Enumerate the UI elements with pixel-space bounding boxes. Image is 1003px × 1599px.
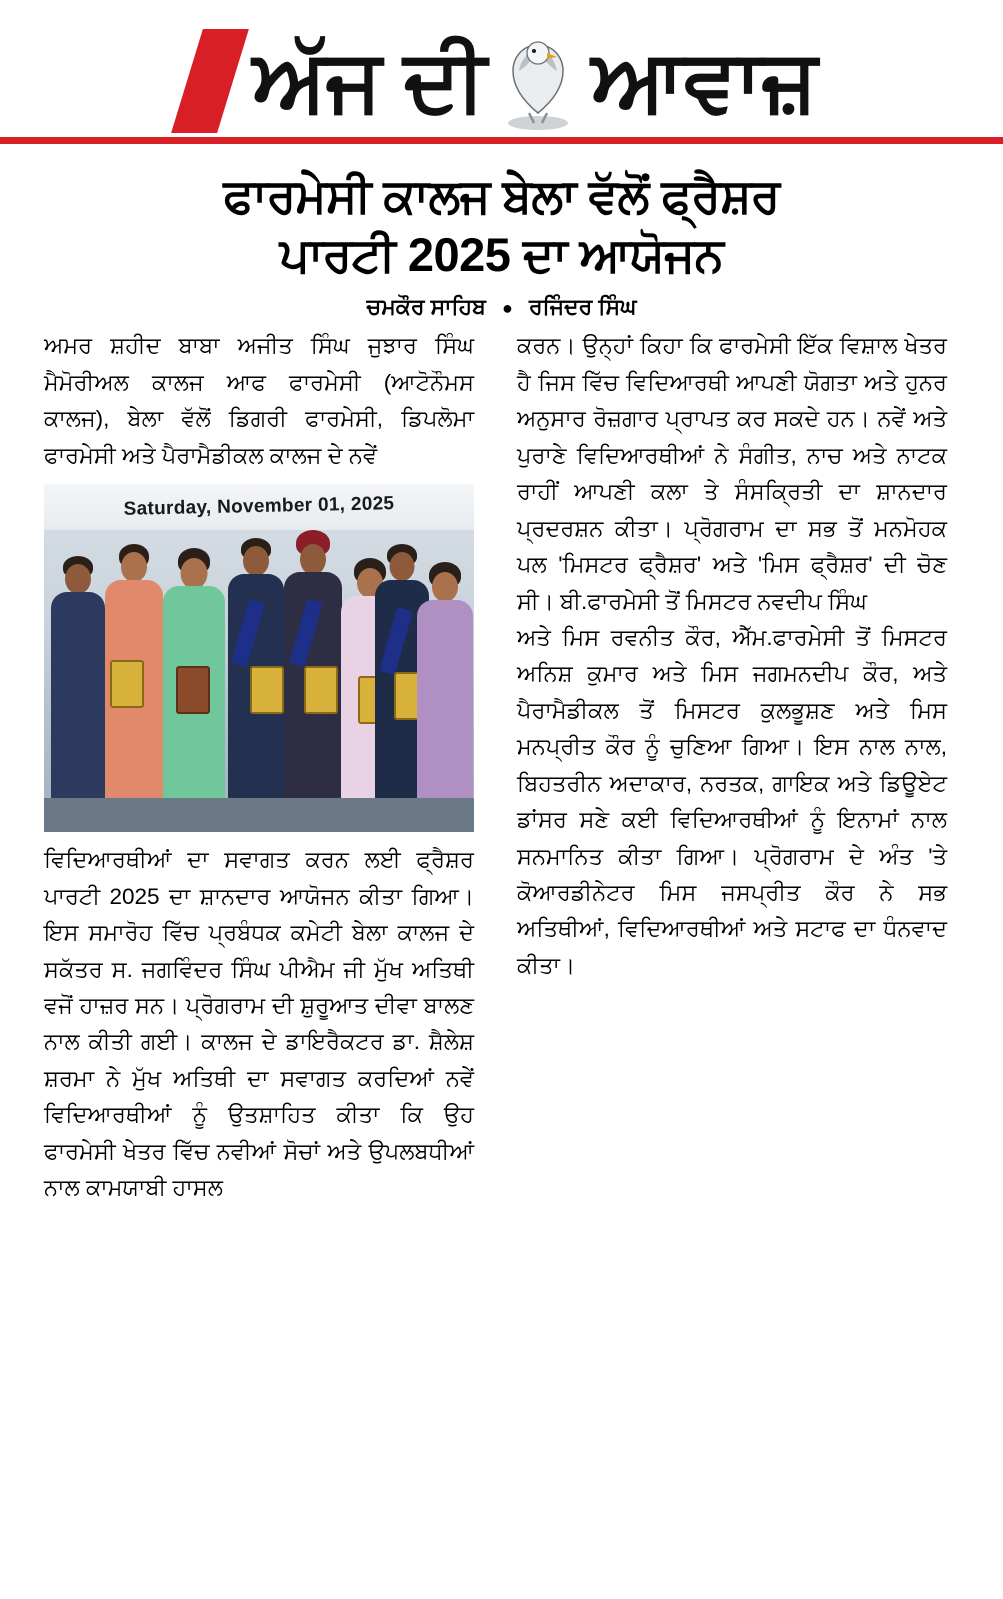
masthead-title-right: ਆਵਾਜ਼ [591, 33, 817, 129]
red-slash-decoration [171, 29, 249, 133]
headline-line-2: ਪਾਰਟੀ 2025 ਦਾ ਆਯੋਜਨ [279, 228, 724, 282]
article-body [44, 328, 959, 1538]
masthead-divider [0, 137, 1003, 144]
photo-person [162, 548, 226, 806]
paragraph: ਵਿਦਿਆਰਥੀਆਂ ਦਾ ਸਵਾਗਤ ਕਰਨ ਲਈ ਫ੍ਰੈਸ਼ਰ ਪਾਰਟੀ 2025 ਦਾ ਸ਼ਾਨਦਾਰ ਆਯੋਜਨ ਕੀਤਾ ਗਿਆ। ਇਸ ਸਮਾਰੋਹ ਵਿੱਚ ਪ੍ਰਬੰਧਕ ਕਮੇਟੀ ਬੇਲਾ ਕਾਲਜ ਦੇ ਸਕੱਤਰ ਸ. ਜਗਵਿੰਦਰ ਸਿੰਘ ਪੀਐਮ ਜੀ ਮੁੱਖ ਅਤਿਥੀ ਵਜੋਂ ਹਾਜ਼ਰ ਸਨ। ਪ੍ਰੋਗਰਾਮ ਦੀ ਸ਼ੁਰੂਆਤ ਦੀਵਾ ਬਾਲਣ ਨਾਲ ਕੀਤੀ ਗਈ। ਕਾਲਜ ਦੇ ਡਾਇਰੈਕਟਰ ਡਾ. ਸ਼ੈਲੇਸ਼ ਸ਼ਰਮਾ ਨੇ ਮੁੱਖ ਅਤਿਥੀ ਦਾ ਸਵਾਗਤ ਕਰਦਿਆਂ ਨਵੇਂ ਵਿਦਿਆਰਥੀਆਂ ਨੂੰ ਉਤਸ਼ਾਹਿਤ ਕੀਤਾ ਕਿ ਉਹ ਫਾਰਮੇਸੀ ਖੇਤਰ ਵਿੱਚ ਨਵੀਆਂ ਸੋਚਾਂ ਅਤੇ ਉਪਲਬਧੀਆਂ ਨਾਲ ਕਾਮਯਾਬੀ ਹਾਸਲ [44, 847, 474, 1201]
eagle-logo-icon [495, 29, 581, 133]
byline [0, 294, 1003, 320]
paragraph: ਕਰਨ। ਉਨ੍ਹਾਂ ਕਿਹਾ ਕਿ ਫਾਰਮੇਸੀ ਇੱਕ ਵਿਸ਼ਾਲ ਖੇਤਰ ਹੈ ਜਿਸ ਵਿੱਚ ਵਿਦਿਆਰਥੀ ਆਪਣੀ ਯੋਗਤਾ ਅਤੇ ਹੁਨਰ ਅਨੁਸਾਰ ਰੋਜ਼ਗਾਰ ਪ੍ਰਾਪਤ ਕਰ ਸਕਦੇ ਹਨ। ਨਵੇਂ ਅਤੇ ਪੁਰਾਣੇ ਵਿਦਿਆਰਥੀਆਂ ਨੇ ਸੰਗੀਤ, ਨਾਚ ਅਤੇ ਨਾਟਕ ਰਾਹੀਂ ਆਪਣੀ ਕਲਾ ਤੇ ਸੰਸਕ੍ਰਿਤੀ ਦਾ ਸ਼ਾਨਦਾਰ ਪ੍ਰਦਰਸ਼ਨ ਕੀਤਾ। ਪ੍ਰੋਗਰਾਮ ਦਾ ਸਭ ਤੋਂ ਮਨਮੋਹਕ ਪਲ 'ਮਿਸਟਰ ਫ੍ਰੈਸ਼ਰ' ਅਤੇ 'ਮਿਸ ਫ੍ਰੈਸ਼ਰ' ਦੀ ਚੋਣ ਸੀ। ਬੀ.ਫਾਰਮੇਸੀ ਤੋਂ ਮਿਸਟਰ ਨਵਦੀਪ ਸਿੰਘ [517, 333, 947, 614]
masthead-inner [0, 22, 1003, 140]
article-photo [44, 484, 474, 832]
photo-person [416, 562, 474, 806]
photo-person [50, 556, 106, 806]
photo-banner-date: Saturday, November 01, 2025 [123, 493, 395, 521]
photo-canvas [44, 484, 474, 832]
byline-author: ਰਜਿੰਦਰ ਸਿੰਘ [528, 294, 637, 320]
masthead-title-left: ਅੱਜ ਦੀ [252, 33, 486, 129]
headline-line-1: ਫਾਰਮੇਸੀ ਕਾਲਜ ਬੇਲਾ ਵੱਲੋਂ ਫ੍ਰੈਸ਼ਰ [223, 169, 780, 222]
photo-stage-floor [44, 798, 474, 832]
paragraph: ਅਮਰ ਸ਼ਹੀਦ ਬਾਬਾ ਅਜੀਤ ਸਿੰਘ ਜੁਝਾਰ ਸਿੰਘ ਮੈਮੋਰੀਅਲ ਕਾਲਜ ਆਫ ਫਾਰਮੇਸੀ (ਆਟੋਨੌਮਸ ਕਾਲਜ), ਬੇਲਾ ਵੱਲੋਂ ਡਿਗਰੀ ਫਾਰਮੇਸੀ, ਡਿਪਲੋਮਾ ਫਾਰਮੇਸੀ ਅਤੇ ਪੈਰਾਮੈਡੀਕਲ ਕਾਲਜ ਦੇ ਨਵੇਂ [44, 333, 474, 468]
photo-person [282, 534, 344, 806]
article-column-right [517, 328, 947, 984]
masthead [0, 0, 1003, 150]
photo-person [104, 544, 164, 806]
photo-person [226, 538, 286, 806]
byline-separator-icon: ● [501, 298, 513, 319]
paragraph: ਅਤੇ ਮਿਸ ਰਵਨੀਤ ਕੌਰ, ਐੱਮ.ਫਾਰਮੇਸੀ ਤੋਂ ਮਿਸਟਰ ਅਨਿਸ਼ ਕੁਮਾਰ ਅਤੇ ਮਿਸ ਜਗਮਨਦੀਪ ਕੌਰ, ਅਤੇ ਪੈਰਾਮੈਡੀਕਲ ਤੋਂ ਮਿਸਟਰ ਕੁਲਭੂਸ਼ਣ ਅਤੇ ਮਿਸ ਮਨਪ੍ਰੀਤ ਕੌਰ ਨੂੰ ਚੁਣਿਆ ਗਿਆ। ਇਸ ਨਾਲ ਨਾਲ, ਬਿਹਤਰੀਨ ਅਦਾਕਾਰ, ਨਰਤਕ, ਗਾਇਕ ਅਤੇ ਡਿਊਏਟ ਡਾਂਸਰ ਸਣੇ ਕਈ ਵਿਦਿਆਰਥੀਆਂ ਨੂੰ ਇਨਾਮਾਂ ਨਾਲ ਸਨਮਾਨਿਤ ਕੀਤਾ ਗਿਆ। ਪ੍ਰੋਗਰਾਮ ਦੇ ਅੰਤ 'ਤੇ ਕੋਆਰਡੀਨੇਟਰ ਮਿਸ ਜਸਪ੍ਰੀਤ ਕੌਰ ਨੇ ਸਭ ਅਤਿਥੀਆਂ, ਵਿਦਿਆਰਥੀਆਂ ਅਤੇ ਸਟਾਫ ਦਾ ਧੰਨਵਾਦ ਕੀਤਾ। [517, 624, 947, 978]
byline-place: ਚਮਕੌਰ ਸਾਹਿਬ [366, 294, 486, 320]
page-title [44, 166, 959, 284]
article-column-left [44, 328, 474, 1206]
